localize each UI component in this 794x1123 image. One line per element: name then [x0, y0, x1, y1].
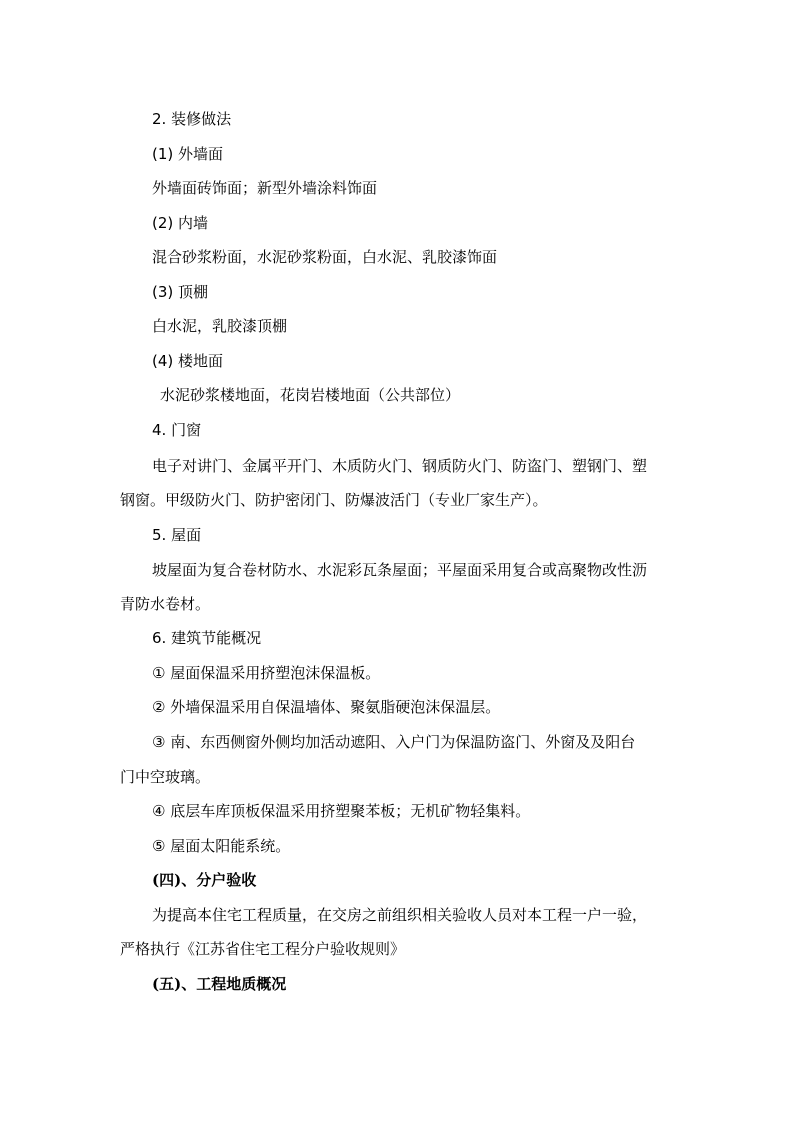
paragraph-line: 电子对讲门、金属平开门、木质防火门、钢质防火门、防盗门、塑钢门、塑	[152, 457, 648, 475]
list-item: ② 外墙保温采用自保温墙体、聚氨脂硬泡沫保温层。	[152, 698, 501, 716]
paragraph-line: 坡屋面为复合卷材防水、水泥彩瓦条屋面；平屋面采用复合或高聚物改性沥	[152, 561, 648, 579]
paragraph-line: 外墙面砖饰面；新型外墙涂料饰面	[152, 179, 378, 197]
list-item-continuation: 门中空玻璃。	[120, 768, 211, 786]
paragraph-line: 混合砂浆粉面，水泥砂浆粉面，白水泥、乳胶漆饰面	[152, 248, 498, 266]
section-heading-roof: 5. 屋面	[152, 526, 202, 544]
paragraph-line: 钢窗。甲级防火门、防护密闭门、防爆波活门（专业厂家生产）。	[120, 491, 548, 509]
paragraph-line: 水泥砂浆楼地面，花岗岩楼地面（公共部位）	[160, 386, 461, 404]
list-item: ⑤ 屋面太阳能系统。	[152, 837, 291, 855]
list-item: ③ 南、东西侧窗外侧均加活动遮阳、入户门为保温防盗门、外窗及及阳台	[152, 733, 636, 751]
paragraph-line: 为提高本住宅工程质量，在交房之前组织相关验收人员对本工程一户一验，	[152, 906, 648, 924]
section-heading-geology: (五)、工程地质概况	[152, 975, 287, 993]
section-heading-decoration: 2. 装修做法	[152, 110, 232, 128]
paragraph-line: 严格执行《江苏省住宅工程分户验收规则》	[120, 940, 406, 958]
section-heading-doors-windows: 4. 门窗	[152, 421, 202, 439]
subheading-exterior-wall: (1) 外墙面	[152, 145, 224, 163]
list-item: ④ 底层车库顶板保温采用挤塑聚苯板；无机矿物轻集料。	[152, 802, 531, 820]
paragraph-line: 白水泥，乳胶漆顶棚	[152, 317, 288, 335]
paragraph-line: 青防水卷材。	[120, 595, 211, 613]
section-heading-energy: 6. 建筑节能概况	[152, 629, 262, 647]
subheading-floor: (4) 楼地面	[152, 352, 224, 370]
section-heading-acceptance: (四)、分户验收	[152, 871, 257, 889]
subheading-interior-wall: (2) 内墙	[152, 214, 209, 232]
list-item: ① 屋面保温采用挤塑泡沫保温板。	[152, 664, 381, 682]
subheading-ceiling: (3) 顶棚	[152, 283, 209, 301]
